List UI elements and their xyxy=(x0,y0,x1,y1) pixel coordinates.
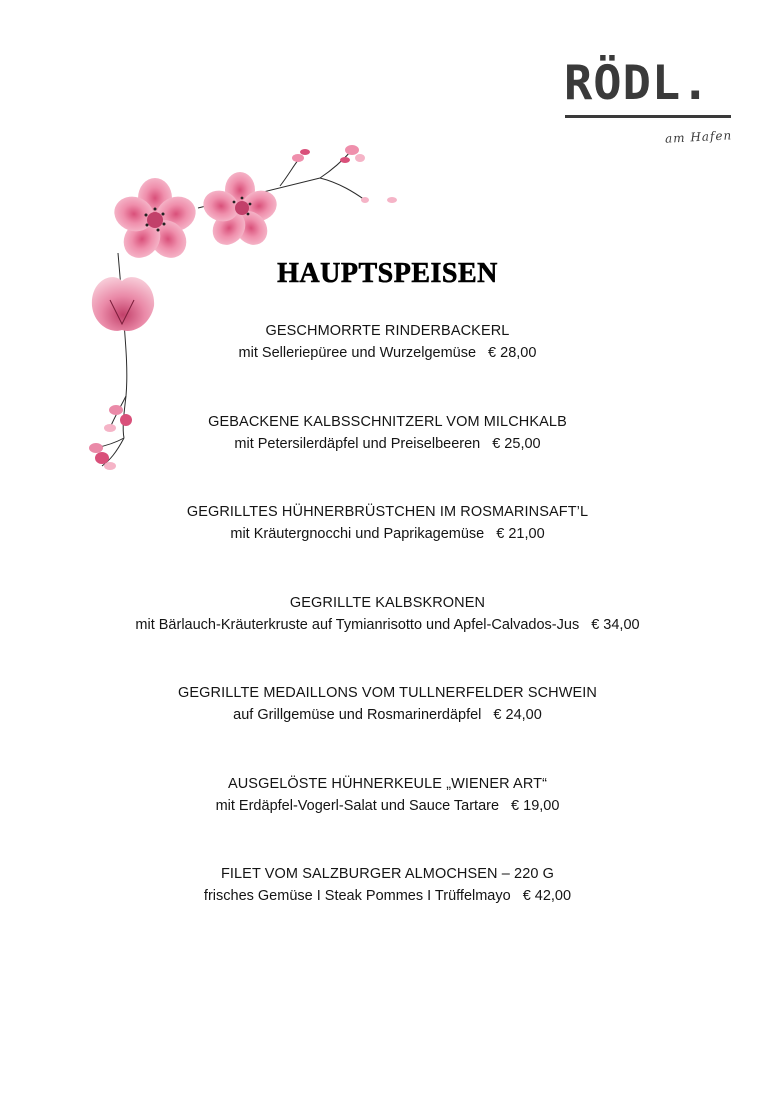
blossom-large-left xyxy=(109,178,200,265)
dish-description: mit Selleriepüree und Wurzelgemüse xyxy=(238,345,477,361)
dish-description-line xyxy=(0,885,775,907)
menu-item xyxy=(0,501,775,592)
dish-description-line xyxy=(0,704,775,726)
dish-description-line xyxy=(0,342,775,364)
blossom-large-center xyxy=(199,172,281,251)
dish-name: GESCHMORRTE RINDERBACKERL xyxy=(265,323,510,339)
menu-item xyxy=(0,682,775,773)
dish-description-line xyxy=(0,433,775,455)
dish-name: FILET VOM SALZBURGER ALMOCHSEN – 220 G xyxy=(220,866,555,882)
page-title: HAUPTSPEISEN xyxy=(277,258,498,289)
dish-name: AUSGELÖSTE HÜHNERKEULE „WIENER ART“ xyxy=(227,775,548,792)
menu-item xyxy=(0,863,775,954)
dish-description: mit Bärlauch-Kräuterkruste auf Tymianrisotto und Apfel-Calvados-Jus xyxy=(135,616,580,633)
dish-description: mit Erdäpfel-Vogerl-Salat und Sauce Tartare xyxy=(215,797,500,814)
restaurant-logo xyxy=(564,54,734,154)
menu-item xyxy=(0,411,775,502)
menu-list xyxy=(0,320,775,954)
dish-description: mit Petersilerdäpfel und Preiselbeeren xyxy=(234,435,481,452)
top-buds xyxy=(292,145,397,203)
menu-item xyxy=(0,773,775,864)
menu-item xyxy=(0,592,775,683)
dish-description-line xyxy=(0,614,775,636)
dish-price: € 25,00 xyxy=(492,435,541,452)
dish-description-line xyxy=(0,795,775,817)
logo-tagline: am Hafen xyxy=(664,128,733,146)
logo-wordmark: RÖDL. xyxy=(564,56,711,111)
logo-underline xyxy=(565,115,731,118)
dish-name: GEBACKENE KALBSSCHNITZERL VOM MILCHKALB xyxy=(208,413,567,430)
dish-description: frisches Gemüse I Steak Pommes I Trüffelmayo xyxy=(203,888,511,904)
dish-description-line xyxy=(0,523,775,545)
dish-description: auf Grillgemüse und Rosmarinerdäpfel xyxy=(233,707,482,723)
menu-item xyxy=(0,320,775,411)
dish-price: € 28,00 xyxy=(488,345,537,361)
dish-price: € 42,00 xyxy=(522,888,572,904)
dish-price: € 21,00 xyxy=(496,526,545,542)
dish-name: GEGRILLTES HÜHNERBRÜSTCHEN IM ROSMARINSAFT’L xyxy=(186,504,589,520)
dish-price: € 19,00 xyxy=(511,797,560,814)
dish-price: € 34,00 xyxy=(591,616,640,633)
dish-description: mit Kräutergnocchi und Paprikagemüse xyxy=(230,526,485,542)
dish-name: GEGRILLTE KALBSKRONEN xyxy=(289,594,486,611)
dish-name: GEGRILLTE MEDAILLONS VOM TULLNERFELDER SCHWEIN xyxy=(177,685,597,701)
dish-price: € 24,00 xyxy=(493,707,542,723)
